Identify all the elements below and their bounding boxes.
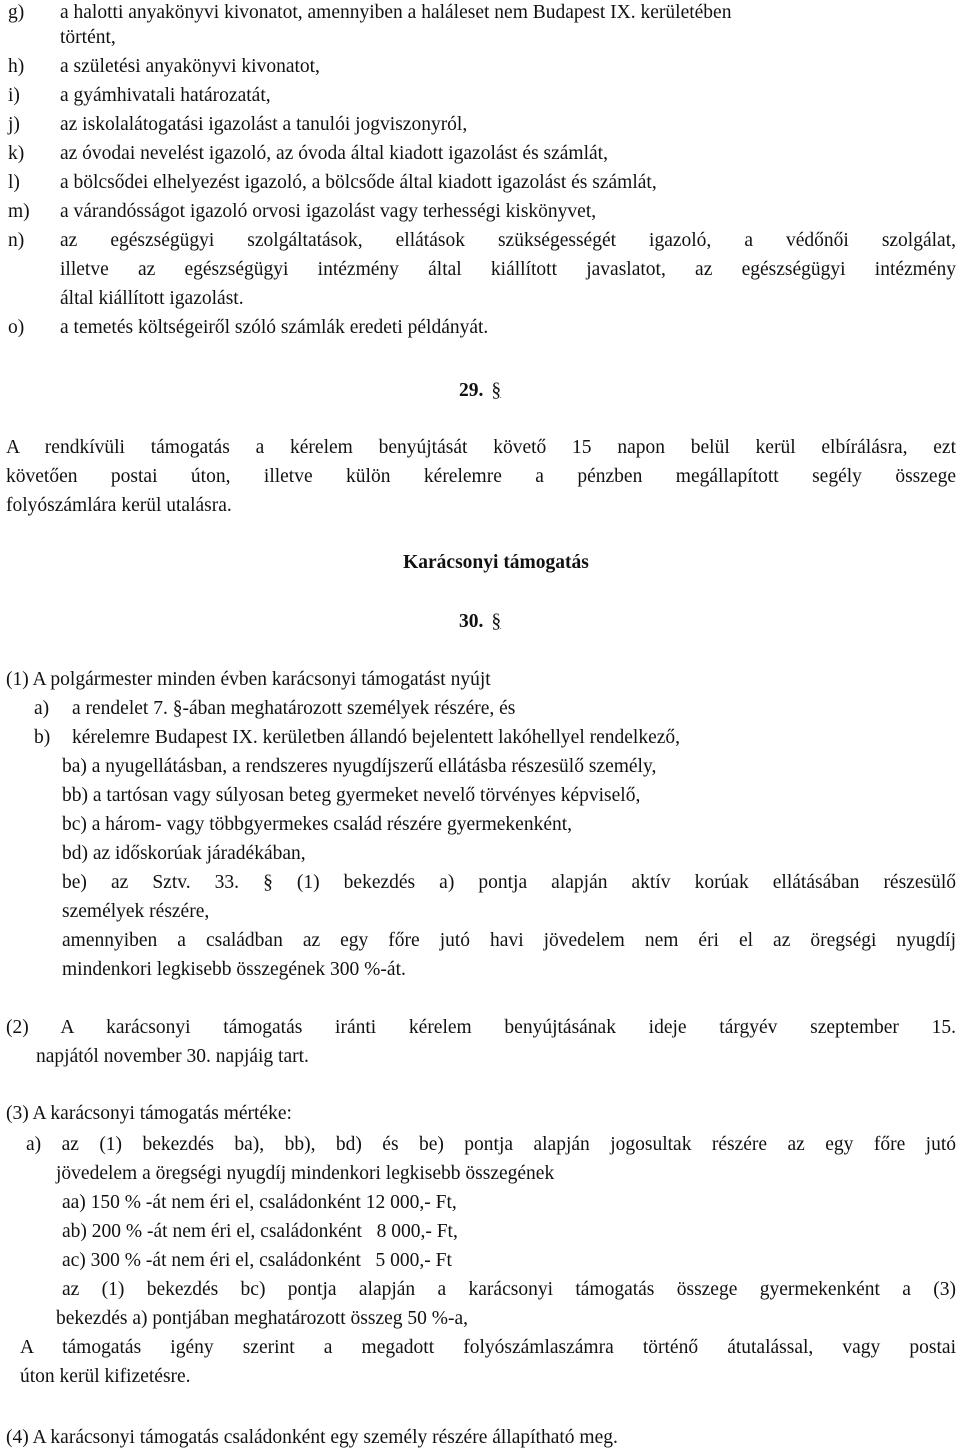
bc-rule: az (1) bekezdés bc) pontja alapján a karácsonyi támogatás összege gyermekenként a (3)	[62, 1279, 956, 1300]
subpoint-bb: bb) a tartósan vagy súlyosan beteg gyermeket nevelő törvényes képviselő,	[62, 785, 641, 806]
point-text: a rendelet 7. §-ában meghatározott személyek részére, és	[72, 698, 516, 719]
list-label: j)	[8, 114, 20, 135]
section-number: 29.	[458, 380, 484, 401]
paragraph-line: követően postai úton, illetve külön kérelemre a pénzben megállapított segély összege	[6, 466, 956, 487]
paragraph-intro: (1) A polgármester minden évben karácsonyi támogatást nyújt	[6, 669, 491, 690]
point-text: kérelemre Budapest IX. kerületben állandó bejelentett lakóhellyel rendelkező,	[72, 727, 681, 748]
list-text: történt,	[60, 27, 116, 48]
list-text: az iskolalátogatási igazolást a tanulói jogviszonyról,	[60, 114, 468, 135]
subpoint-aa: aa) 150 % -át nem éri el, családonként 12 000,- Ft,	[62, 1192, 457, 1213]
condition-text: mindenkori legkisebb összegének 300 %-át.	[62, 959, 406, 980]
list-label: l)	[8, 172, 20, 193]
point-a-cont: jövedelem a öregségi nyugdíj mindenkori legkisebb összegének	[56, 1163, 555, 1184]
paragraph-intro: (3) A karácsonyi támogatás mértéke:	[6, 1103, 292, 1124]
list-label: n)	[8, 230, 25, 251]
list-text: a várandósságot igazoló orvosi igazolást vagy terhességi kiskönyvet,	[60, 201, 597, 222]
paragraph-line: A rendkívüli támogatás a kérelem benyújtását követő 15 napon belül kerül elbírálásra, ezt	[6, 437, 956, 458]
subpoint-bc: bc) a három- vagy többgyermekes család részére gyermekenként,	[62, 814, 573, 835]
subpoint-ab: ab) 200 % -át nem éri el, családonként 8 000,- Ft,	[62, 1221, 458, 1242]
list-text: a gyámhivatali határozatát,	[60, 85, 271, 106]
subpoint-bd: bd) az időskorúak járadékában,	[62, 843, 306, 864]
list-text: illetve az egészségügyi intézmény által kiállított javaslatot, az egészségügyi intézmény	[60, 259, 956, 280]
subpoint-be: be) az Sztv. 33. § (1) bekezdés a) pontja alapján aktív korúak ellátásában részesülő	[62, 872, 956, 893]
page-title: Karácsonyi támogatás	[403, 552, 589, 573]
section-30-heading	[0, 607, 960, 636]
list-text: a születési anyakönyvi kivonatot,	[60, 56, 320, 77]
list-label: k)	[8, 143, 25, 164]
payment-text: úton kerül kifizetésre.	[20, 1366, 191, 1387]
subpoint-ba: ba) a nyugellátásban, a rendszeres nyugdíjszerű ellátásba részesülő személy,	[62, 756, 657, 777]
list-text: az óvodai nevelést igazoló, az óvoda által kiadott igazolást és számlát,	[60, 143, 608, 164]
list-text: a bölcsődei elhelyezést igazoló, a bölcsőde által kiadott igazolást és számlát,	[60, 172, 657, 193]
paragraph-line: folyószámlára kerül utalásra.	[6, 495, 232, 516]
section-sign: §	[491, 611, 502, 632]
payment-text: A támogatás igény szerint a megadott folyószámlaszámra történő átutalással, vagy postai	[20, 1337, 956, 1358]
point-label: a)	[34, 698, 50, 719]
list-text: az egészségügyi szolgáltatások, ellátások szükségességét igazoló, a védőnői szolgálat,	[60, 230, 956, 251]
list-text: a halotti anyakönyvi kivonatot, amennyiben a haláleset nem Budapest IX. kerületében	[60, 2, 732, 23]
section-29-heading	[0, 376, 960, 405]
subpoint-ac: ac) 300 % -át nem éri el, családonként 5 000,- Ft	[62, 1250, 452, 1271]
subpoint-be-cont: személyek részére,	[62, 901, 210, 922]
list-text: által kiállított igazolást.	[60, 288, 244, 309]
paragraph-4: (4) A karácsonyi támogatás családonként egy személy részére állapítható meg.	[6, 1427, 618, 1448]
section-sign: §	[491, 380, 502, 401]
paragraph-line: (2) A karácsonyi támogatás iránti kérelem benyújtásának ideje tárgyév szeptember 15.	[6, 1017, 956, 1038]
section-number: 30.	[458, 611, 484, 632]
list-label: i)	[8, 85, 20, 106]
point-a: a) az (1) bekezdés ba), bb), bd) és be) pontja alapján jogosultak részére az egy főre jutó	[26, 1134, 956, 1155]
list-label: g)	[8, 2, 25, 23]
list-label: h)	[8, 56, 25, 77]
list-label: o)	[8, 317, 25, 338]
list-text: a temetés költségeiről szóló számlák eredeti példányát.	[60, 317, 489, 338]
bc-rule-cont: bekezdés a) pontjában meghatározott összeg 50 %-a,	[56, 1308, 469, 1329]
condition-text: amennyiben a családban az egy főre jutó havi jövedelem nem éri el az öregségi nyugdíj	[62, 930, 956, 951]
point-label: b)	[34, 727, 51, 748]
list-label: m)	[8, 201, 30, 222]
paragraph-line: napjától november 30. napjáig tart.	[36, 1046, 309, 1067]
